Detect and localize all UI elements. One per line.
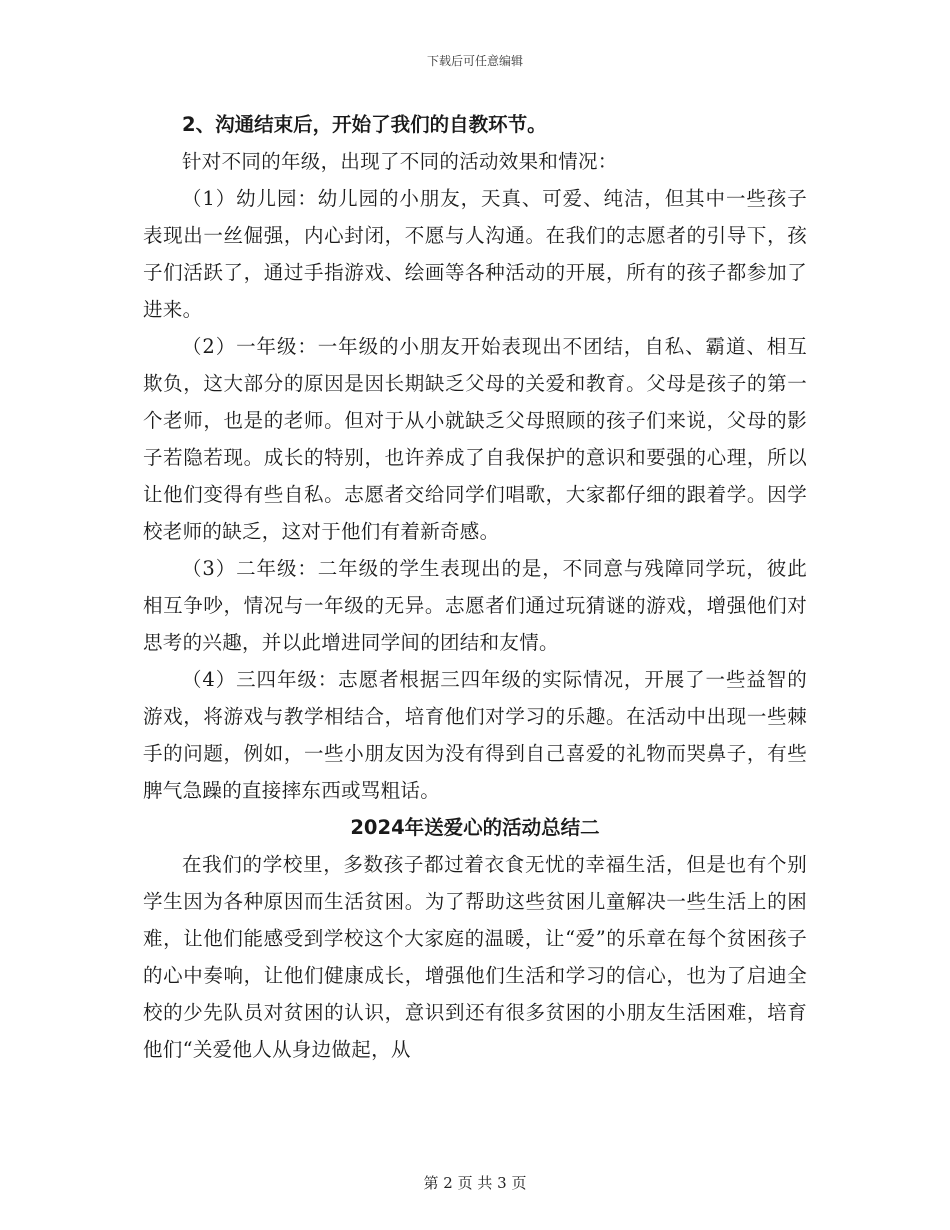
paragraph-intro: 针对不同的年级，出现了不同的活动效果和情况：: [182, 150, 618, 173]
paragraph-summary: 在我们的学校里，多数孩子都过着衣食无忧的幸福生活，但是也有个别学生因为各种原因而生活贫困。为了帮助这些贫困儿童解决一些生活上的困难，让他们能感受到学校这个大家庭的温暖，让“爱”的乐章在每个贫困孩子的心中奏响，让他们健康成长，增强他们生活和学习的信心，也为了启迪全校的少先队员对贫困的认识，意识到还有很多贫困的小朋友生活困难，培育他们“关爱他人从身边做起，从: [143, 853, 807, 1061]
paragraph-grade-one: （2）一年级：一年级的小朋友开始表现出不团结，自私、霸道、相互欺负，这大部分的原因是因长期缺乏父母的关爱和教育。父母是孩子的第一个老师，也是的老师。但对于从小就缺乏父母照顾的孩子们来说，父母的影子若隐若现。成长的特别，也许养成了自我保护的意识和要强的心理，所以让他们变得有些自私。志愿者交给同学们唱歌，大家都仔细的跟着学。因学校老师的缺乏，这对于他们有着新奇感。: [143, 335, 807, 543]
page-footer: 第 2 页 共 3 页: [423, 1174, 527, 1192]
section-heading: 2、沟通结束后，开始了我们的自教环节。: [182, 113, 547, 136]
summary-title: 2024年送爱心的活动总结二: [350, 816, 600, 839]
page-header: 下载后可任意编辑: [426, 54, 523, 68]
paragraph-kindergarten: （1）幼儿园：幼儿园的小朋友，天真、可爱、纯洁，但其中一些孩子表现出一丝倔强，内心封闭，不愿与人沟通。在我们的志愿者的引导下，孩子们活跃了，通过手指游戏、绘画等各种活动的开展，所有的孩子都参加了进来。: [143, 187, 807, 321]
document-body: [143, 106, 807, 1068]
paragraph-grade-two: （3）二年级：二年级的学生表现出的是，不同意与残障同学玩，彼此相互争吵，情况与一年级的无异。志愿者们通过玩猜谜的游戏，增强他们对思考的兴趣，并以此增进同学间的团结和友情。: [143, 557, 807, 654]
paragraph-grade-three-four: （4）三四年级：志愿者根据三四年级的实际情况，开展了一些益智的游戏，将游戏与教学相结合，培育他们对学习的乐趣。在活动中出现一些棘手的问题，例如，一些小朋友因为没有得到自己喜爱的礼物而哭鼻子，有些脾气急躁的直接摔东西或骂粗话。: [143, 668, 807, 802]
